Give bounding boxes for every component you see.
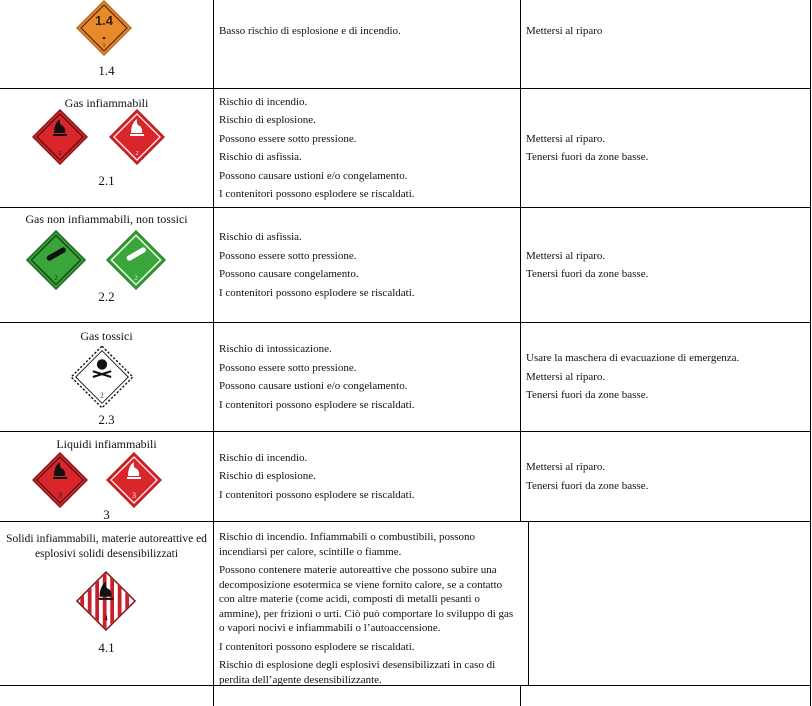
table-row bbox=[0, 686, 811, 706]
action-text: Mettersi al riparo. bbox=[526, 370, 606, 383]
flammable-gas-white-label-icon bbox=[109, 109, 165, 165]
action-text: Mettersi al riparo. bbox=[526, 132, 606, 145]
svg-text:2: 2 bbox=[135, 151, 139, 157]
table-row bbox=[0, 0, 811, 89]
class-cell bbox=[0, 89, 214, 207]
class-cell bbox=[0, 208, 214, 322]
hazard-cell bbox=[214, 208, 521, 322]
hazard-text: Rischio di esplosione degli esplosivi desensibilizzati in caso di perdita dell’agente desensibilizzante. bbox=[219, 659, 496, 686]
hazard-text: Possono essere sotto pressione. bbox=[219, 132, 357, 145]
hazard-cell bbox=[214, 432, 521, 521]
svg-text:3: 3 bbox=[58, 491, 62, 500]
class-code: 2.3 bbox=[98, 412, 115, 427]
hazard-text: I contenitori possono esplodere se riscaldati. bbox=[219, 488, 415, 501]
class-cell bbox=[0, 686, 214, 706]
class-cell bbox=[0, 522, 214, 685]
action-text: Tenersi fuori da zone basse. bbox=[526, 479, 649, 492]
flammable-liquid-black-label-icon bbox=[32, 452, 88, 508]
hazard-text: Rischio di incendio. bbox=[219, 451, 308, 464]
action-cell bbox=[521, 0, 811, 88]
class-code: 2.2 bbox=[98, 289, 115, 304]
class-title: Gas infiammabili bbox=[64, 96, 149, 110]
non-flammable-gas-black-label-icon bbox=[26, 230, 86, 290]
hazard-cell bbox=[214, 323, 521, 431]
hazard-text: Possono causare ustioni e/o congelamento. bbox=[219, 380, 408, 392]
hazard-text: Possono contenere materie autoreattive che possono subire una decomposizione esotermica se viene fornito calore, se a contatto con altre materie (come acidi, composti di metalli pesanti o ammine), per frizioni o urti. Ciò può comportare lo sviluppo di gas o vapori nocivi e infiammabili o l’autoaccensione. bbox=[219, 564, 514, 634]
hazard-text: Rischio di incendio. Infiammabili o combustibili, possono incendiarsi per calore, scintille o fiamme. bbox=[219, 531, 476, 558]
class-code: 3 bbox=[103, 507, 110, 522]
hazard-text: Rischio di asfissia. bbox=[219, 151, 302, 163]
action-cell bbox=[529, 522, 811, 685]
action-cell bbox=[521, 432, 811, 521]
hazard-text: Rischio di esplosione. bbox=[219, 114, 316, 126]
hazard-text: Possono essere sotto pressione. bbox=[219, 361, 357, 374]
hazard-text: Rischio di intossicazione. bbox=[219, 343, 332, 355]
svg-text:2: 2 bbox=[58, 151, 62, 157]
explosive-1-4-label-icon bbox=[76, 0, 132, 56]
hazard-text: I contenitori possono esplodere se riscaldati. bbox=[219, 398, 415, 411]
hazard-cell bbox=[214, 686, 521, 706]
hazard-text: I contenitori possono esplodere se riscaldati. bbox=[219, 286, 415, 299]
svg-text:2: 2 bbox=[100, 392, 104, 400]
class-title: Solidi infiammabili, materie autoreattive ed esplosivi solidi desensibilizzati bbox=[6, 533, 207, 560]
hazard-text: Rischio di incendio. bbox=[219, 95, 308, 108]
non-flammable-gas-white-label-icon bbox=[106, 230, 166, 290]
hazard-cell bbox=[214, 522, 529, 685]
class-code: 2.1 bbox=[98, 173, 115, 188]
svg-text:2: 2 bbox=[134, 274, 138, 282]
class-title: Gas tossici bbox=[80, 329, 133, 343]
svg-text:4: 4 bbox=[104, 613, 108, 623]
hazard-text: I contenitori possono esplodere se riscaldati. bbox=[219, 640, 415, 653]
action-text: Tenersi fuori da zone basse. bbox=[526, 268, 649, 280]
hazard-text: I contenitori possono esplodere se riscaldati. bbox=[219, 188, 415, 200]
action-text: Mettersi al riparo. bbox=[526, 249, 606, 262]
class-cell bbox=[0, 323, 214, 431]
toxic-gas-skull-label-icon bbox=[70, 345, 134, 409]
class-code: 1.4 bbox=[98, 63, 115, 78]
class-title: Liquidi infiammabili bbox=[56, 437, 157, 451]
class-cell bbox=[0, 432, 214, 521]
hazard-text: Possono essere sotto pressione. bbox=[219, 249, 357, 262]
svg-text:1: 1 bbox=[102, 43, 106, 49]
flammable-gas-black-label-icon bbox=[32, 109, 88, 165]
action-cell bbox=[521, 208, 811, 322]
svg-text:2: 2 bbox=[54, 274, 58, 282]
hazard-cell bbox=[214, 89, 521, 207]
hazard-text: Rischio di esplosione. bbox=[219, 470, 316, 483]
action-text: Mettersi al riparo. bbox=[526, 461, 606, 473]
class-title: Gas non infiammabili, non tossici bbox=[25, 212, 188, 226]
table-row bbox=[0, 432, 811, 522]
hazard-text: Rischio di asfissia. bbox=[219, 231, 302, 243]
table-row bbox=[0, 522, 811, 686]
hazard-text: Basso rischio di esplosione e di incendio. bbox=[219, 25, 401, 37]
hazard-cell bbox=[214, 0, 521, 88]
class-code: 4.1 bbox=[98, 640, 115, 655]
action-text: Mettersi al riparo bbox=[526, 25, 603, 37]
action-text: Tenersi fuori da zone basse. bbox=[526, 389, 649, 402]
hazard-text: Possono causare congelamento. bbox=[219, 268, 359, 280]
svg-text:1.4: 1.4 bbox=[94, 13, 114, 28]
svg-text:3: 3 bbox=[132, 491, 136, 500]
table-row bbox=[0, 323, 811, 432]
class-cell bbox=[0, 0, 214, 88]
action-text: Tenersi fuori da zone basse. bbox=[526, 151, 649, 163]
table-row bbox=[0, 208, 811, 323]
action-cell bbox=[521, 323, 811, 431]
action-cell bbox=[521, 89, 811, 207]
table-row bbox=[0, 89, 811, 208]
flammable-solid-striped-label-icon bbox=[76, 571, 136, 631]
hazard-text: Possono causare ustioni e/o congelamento. bbox=[219, 169, 408, 182]
action-text: Usare la maschera di evacuazione di emergenza. bbox=[526, 352, 740, 365]
flammable-liquid-white-label-icon bbox=[106, 452, 162, 508]
action-cell bbox=[521, 686, 811, 706]
